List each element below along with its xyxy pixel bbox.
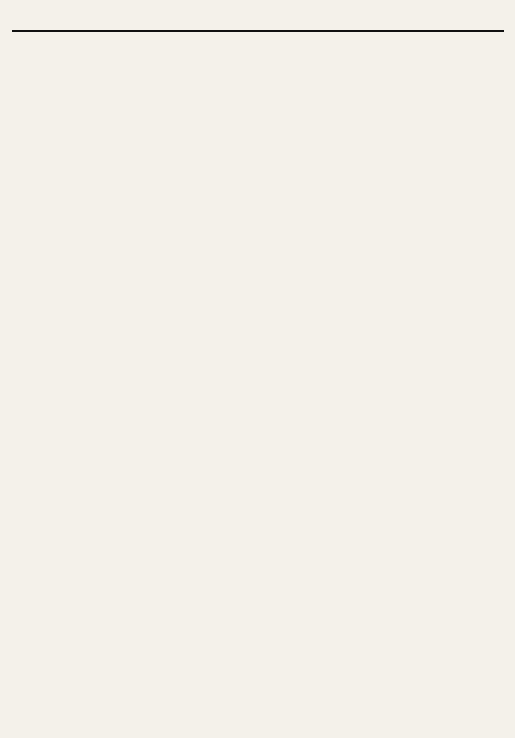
header-rule — [12, 30, 504, 32]
top-text-block — [12, 38, 504, 354]
bottom-text-block — [12, 366, 504, 696]
